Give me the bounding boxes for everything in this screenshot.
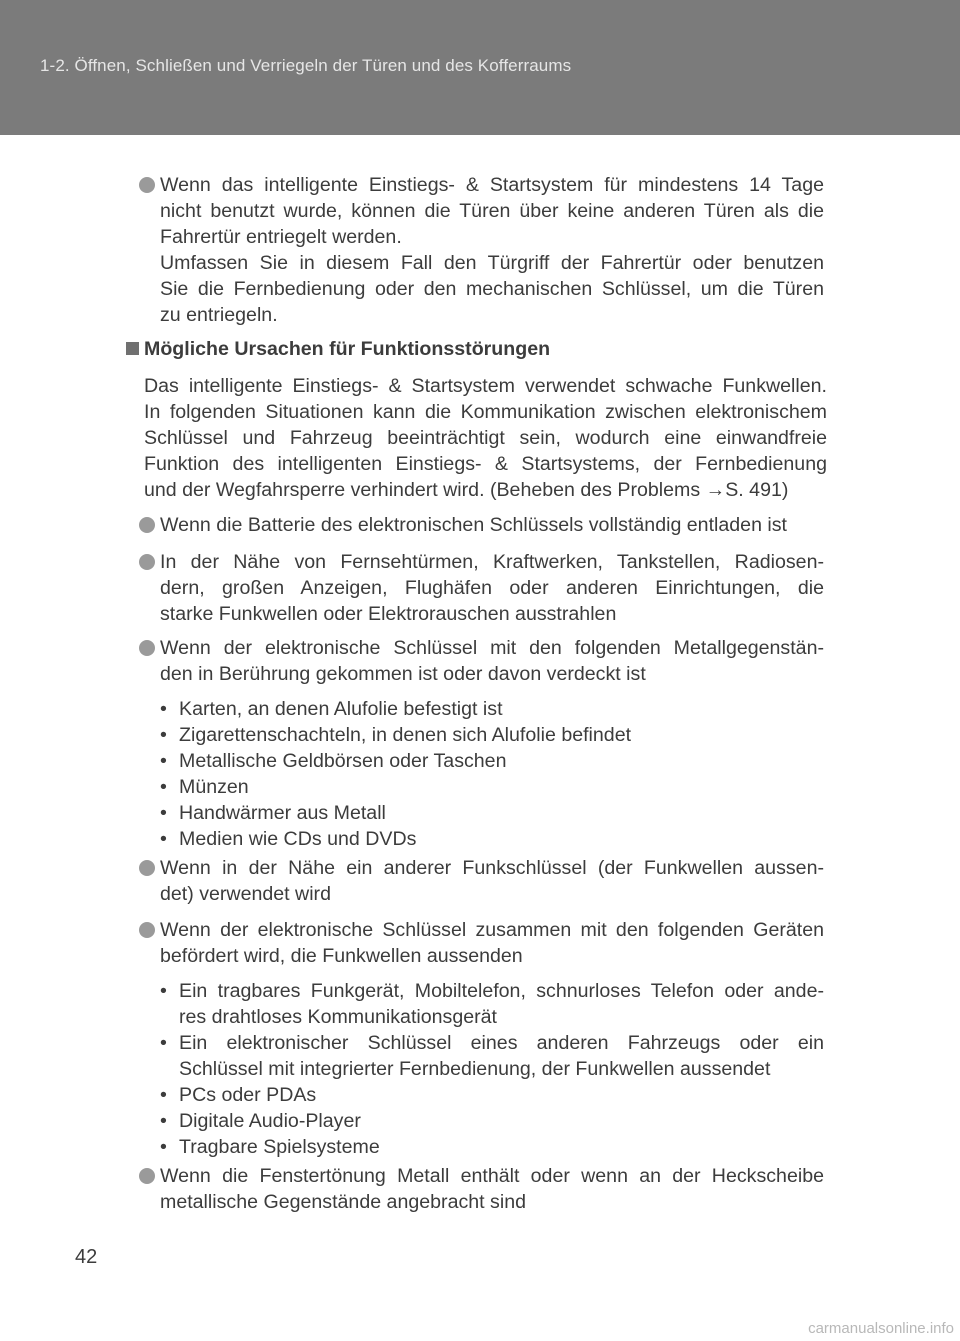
device-item-4: Digitale Audio-Player (179, 1110, 361, 1132)
chapter-title: 1-2. Öffnen, Schließen und Verriegeln der Türen und des Kofferraums (40, 56, 572, 75)
metal-item-2: Zigarettenschachteln, in denen sich Alufolie befindet (179, 724, 632, 746)
device-item-2-line-1: Ein elektronischer Schlüssel eines anderen Fahrzeugs oder ein (179, 1032, 824, 1054)
metal-item-6: Medien wie CDs und DVDs (179, 828, 417, 850)
device-item-3: PCs oder PDAs (179, 1084, 317, 1106)
intro-line-6: zu entriegeln. (160, 304, 278, 326)
metal-item-1: Karten, an denen Alufolie befestigt ist (179, 698, 503, 720)
bullet-1-line-1: Wenn die Batterie des elektronischen Schlüssels vollständig entladen ist (160, 514, 787, 536)
sub-bullet: • (160, 776, 167, 798)
device-item-1-line-2: res drahtloses Kommunikationsgerät (179, 1006, 498, 1028)
intro-line-1: Wenn das intelligente Einstiegs- & Startsystem für mindestens 14 Tage (160, 174, 824, 196)
bullet-2-line-3: starke Funkwellen oder Elektrorauschen ausstrahlen (160, 603, 617, 625)
section-heading: Mögliche Ursachen für Funktionsstörungen (144, 338, 551, 360)
bullet-4-line-2: det) verwendet wird (160, 883, 331, 905)
sub-bullet: • (160, 1110, 167, 1132)
device-item-2-line-2: Schlüssel mit integrierter Fernbedienung, der Funkwellen aussendet (179, 1058, 771, 1080)
paragraph-line-4: Funktion des intelligenten Einstiegs- & Startsystems, der Fernbedienung (144, 453, 827, 475)
device-item-5: Tragbare Spielsysteme (179, 1136, 380, 1158)
bullet-6-line-2: metallische Gegenstände angebracht sind (160, 1191, 526, 1213)
metal-item-4: Münzen (179, 776, 249, 798)
bullet-dot-icon (139, 1168, 155, 1184)
sub-bullet: • (160, 724, 167, 746)
bullet-2-line-1: In der Nähe von Fernsehtürmen, Kraftwerken, Tankstellen, Radiosen- (160, 551, 824, 573)
bullet-2-line-2: dern, großen Anzeigen, Flughäfen oder anderen Einrichtungen, die (160, 577, 824, 599)
sub-bullet: • (160, 698, 167, 720)
header-bar (0, 0, 960, 135)
metal-item-3: Metallische Geldbörsen oder Taschen (179, 750, 507, 772)
sub-bullet: • (160, 750, 167, 772)
bullet-dot-icon (139, 517, 155, 533)
sub-bullet: • (160, 980, 167, 1002)
intro-line-2: nicht benutzt wurde, können die Türen über keine anderen Türen als die (160, 200, 824, 222)
device-item-1-line-1: Ein tragbares Funkgerät, Mobiltelefon, schnurloses Telefon oder ande- (179, 980, 824, 1002)
bullet-dot-icon (139, 922, 155, 938)
sub-bullet: • (160, 828, 167, 850)
metal-item-5: Handwärmer aus Metall (179, 802, 386, 824)
bullet-5-line-1: Wenn der elektronische Schlüssel zusammen mit den folgenden Geräten (160, 919, 824, 941)
bullet-6-line-1: Wenn die Fenstertönung Metall enthält oder wenn an der Heckscheibe (160, 1165, 824, 1187)
sub-bullet: • (160, 1032, 167, 1054)
intro-line-5: Sie die Fernbedienung oder den mechanischen Schlüssel, um die Türen (160, 278, 824, 300)
intro-line-3: Fahrertür entriegelt werden. (160, 226, 402, 248)
bullet-5-line-2: befördert wird, die Funkwellen aussenden (160, 945, 523, 967)
sub-bullet: • (160, 1136, 167, 1158)
paragraph-line-1: Das intelligente Einstiegs- & Startsystem verwendet schwache Funkwellen. (144, 375, 827, 397)
bullet-dot-icon (139, 554, 155, 570)
bullet-4-line-1: Wenn in der Nähe ein anderer Funkschlüssel (der Funkwellen aussen- (160, 857, 824, 879)
bullet-3-line-1: Wenn der elektronische Schlüssel mit den folgenden Metallgegenstän- (160, 637, 824, 659)
sub-bullet: • (160, 802, 167, 824)
bullet-3-line-2: den in Berührung gekommen ist oder davon verdeckt ist (160, 663, 646, 685)
intro-line-4: Umfassen Sie in diesem Fall den Türgriff der Fahrertür oder benutzen (160, 252, 824, 274)
sub-bullet: • (160, 1084, 167, 1106)
bullet-dot-icon (139, 860, 155, 876)
page-number: 42 (75, 1246, 98, 1268)
watermark: carmanualsonline.info (808, 1320, 954, 1337)
paragraph-line-2: In folgenden Situationen kann die Kommunikation zwischen elektronischem (144, 401, 827, 423)
bullet-dot-icon (139, 177, 155, 193)
bullet-dot-icon (139, 640, 155, 656)
paragraph-line-5: und der Wegfahrsperre verhindert wird. (Beheben des Problems →S. 491) (144, 479, 789, 501)
section-square-icon (126, 342, 139, 355)
paragraph-line-3: Schlüssel und Fahrzeug beeinträchtigt sein, wodurch eine einwandfreie (144, 427, 827, 449)
